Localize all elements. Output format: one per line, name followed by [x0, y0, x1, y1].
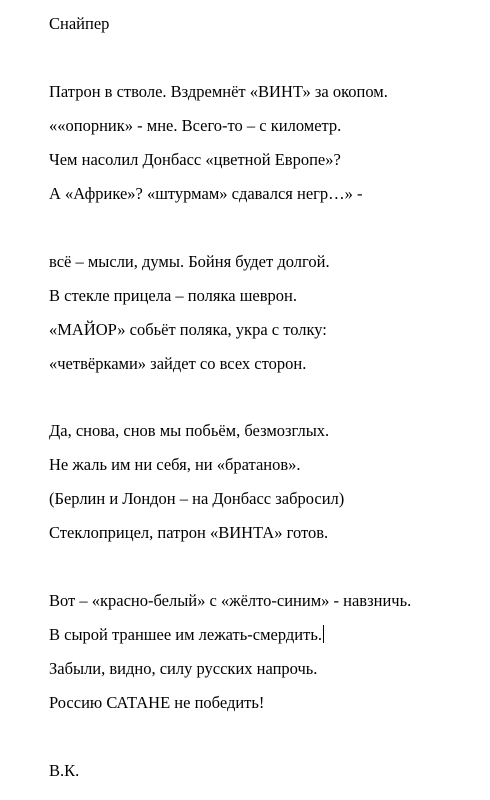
- stanza-4-line-2-text: В сырой траншее им лежать-смердить.: [49, 625, 322, 644]
- stanza-4-line-1: Вот – «красно-белый» с «жёлто-синим» - навзничь.: [49, 591, 412, 610]
- stanza-1-line-1: Патрон в стволе. Вздремнёт «ВИНТ» за окопом.: [49, 82, 388, 101]
- stanza-4-line-4: Россию САТАНЕ не победить!: [49, 693, 265, 712]
- stanza-2-line-4: «четвёрками» зайдет со всех сторон.: [49, 354, 307, 373]
- stanza-3-line-3: (Берлин и Лондон – на Донбасс забросил): [49, 489, 345, 508]
- stanza-3-line-4: Стеклоприцел, патрон «ВИНТА» готов.: [49, 523, 329, 542]
- stanza-1-line-2: ««опорник» - мне. Всего-то – с километр.: [49, 116, 342, 135]
- stanza-4-line-3: Забыли, видно, силу русских напрочь.: [49, 659, 318, 678]
- stanza-4-line-2: [49, 625, 324, 645]
- stanza-3-line-1: Да, снова, снов мы побьём, безмозглых.: [49, 421, 330, 440]
- author-signature: В.К.: [49, 761, 80, 780]
- stanza-1-line-4: А «Африке»? «штурмам» сдавался негр…» -: [49, 184, 363, 203]
- stanza-2-line-3: «МАЙОР» собьёт поляка, укра с толку:: [49, 320, 327, 339]
- text-cursor: [323, 625, 324, 643]
- stanza-2-line-1: всё – мысли, думы. Бойня будет долгой.: [49, 252, 330, 271]
- poem-title: Снайпер: [49, 14, 110, 33]
- stanza-3-line-2: Не жаль им ни себя, ни «братанов».: [49, 455, 301, 474]
- stanza-1-line-3: Чем насолил Донбасс «цветной Европе»?: [49, 150, 341, 169]
- stanza-2-line-2: В стекле прицела – поляка шеврон.: [49, 286, 297, 305]
